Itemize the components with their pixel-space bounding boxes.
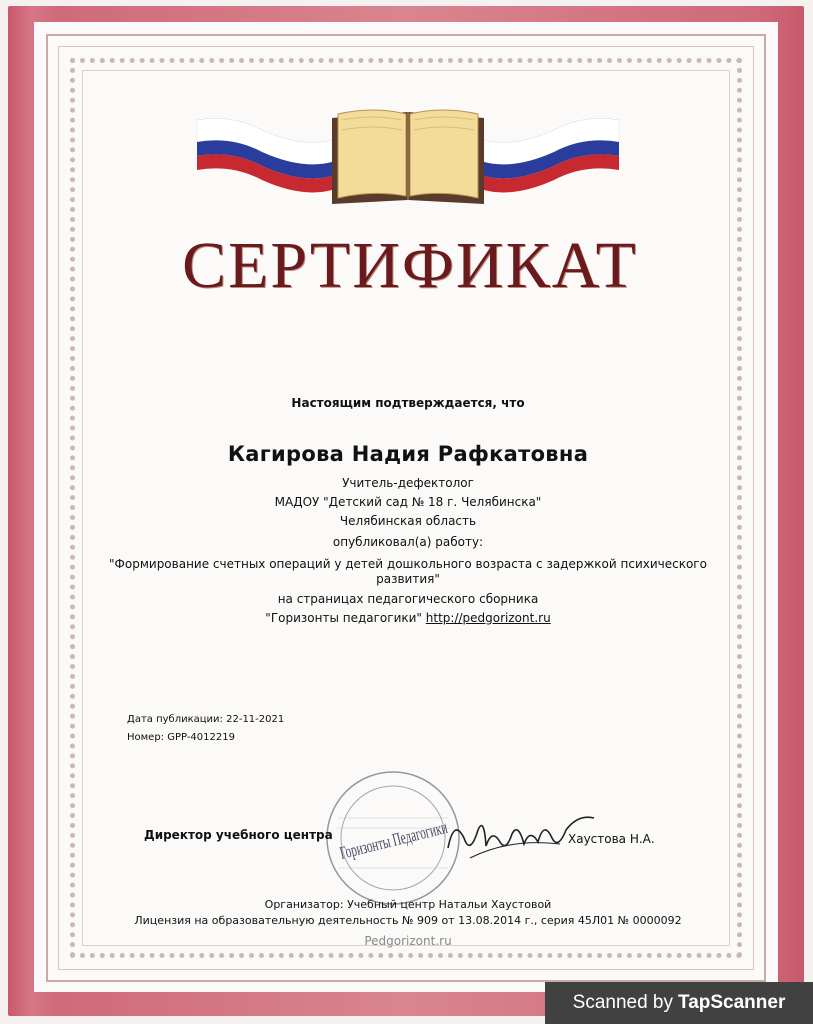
collection-name: "Горизонты педагогики": [265, 611, 422, 625]
book-flag-emblem-icon: [192, 100, 624, 210]
published-label: опубликовал(а) работу:: [332, 535, 484, 549]
scanner-prefix: Scanned by: [572, 992, 673, 1013]
stamp-text: Горизонты Педагогики: [337, 801, 514, 863]
publication-number: Номер: GPP-4012219: [127, 732, 235, 743]
recipient-region: Челябинская область: [339, 514, 477, 528]
collection-line-name: [100, 611, 716, 625]
recipient-organization: МАДОУ "Детский сад № 18 г. Челябинска": [274, 495, 542, 509]
site-text: Pedgorizont.ru: [364, 934, 452, 948]
director-name: Хаустова Н.А.: [568, 832, 655, 846]
collection-line: на страницах педагогического сборника: [277, 592, 539, 606]
publication-date: Дата публикации: 22-11-2021: [127, 714, 285, 725]
intro-text: Настоящим подтверждается, что: [291, 396, 525, 410]
collection-link[interactable]: http://pedgorizont.ru: [425, 611, 551, 625]
certificate-title: СЕРТИФИКАТ: [182, 229, 638, 302]
scanner-app-name: TapScanner: [678, 992, 786, 1013]
organizer-text: Организатор: Учебный центр Натальи Хаустовой: [264, 898, 552, 911]
license-text: Лицензия на образовательную деятельность № 909 от 13.08.2014 г., серия 45Л01 № 0000092: [134, 914, 682, 927]
scanner-watermark-badge: [545, 982, 813, 1024]
recipient-position: Учитель-дефектолог: [342, 476, 474, 490]
work-title: "Формирование счетных операций у детей дошкольного возраста с задержкой психического развития": [109, 557, 707, 586]
recipient-name: Кагирова Надия Рафкатовна: [227, 442, 589, 466]
director-label: Директор учебного центра: [144, 828, 333, 842]
